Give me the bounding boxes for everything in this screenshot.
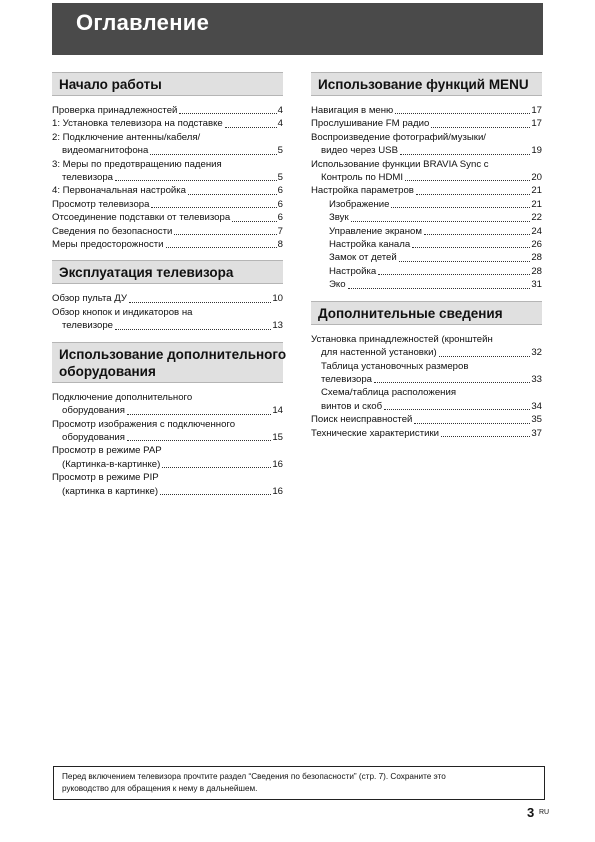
toc-entry-row: [311, 225, 542, 238]
toc-entry-line: [52, 471, 283, 484]
dot-leader: [127, 440, 271, 441]
dot-leader: [405, 180, 530, 181]
toc-entry-title: Замок от детей: [329, 252, 397, 264]
toc-entry-title: Управление экраном: [329, 225, 422, 237]
toc-entry-title: Сведения по безопасности: [52, 225, 173, 237]
toc-entry-title: 2: Подключение антенны/кабеля/: [52, 131, 201, 143]
toc-page-number: 5: [277, 172, 283, 184]
section-heading: [52, 342, 287, 383]
toc-entry[interactable]: [52, 471, 283, 498]
left-column: [52, 72, 287, 507]
toc-entry[interactable]: [311, 278, 542, 291]
toc-entry-row: [52, 211, 283, 224]
toc-entry-title: Установка принадлежностей (кронштейн: [311, 333, 493, 345]
toc-page-number: 28: [531, 265, 542, 277]
section-heading-line: Использование функций MENU: [318, 77, 529, 92]
toc-entry-title: Проверка принадлежностей: [52, 105, 178, 116]
toc-entry[interactable]: [311, 251, 542, 264]
toc-entry-title: Обзор пульта ДУ: [52, 293, 127, 305]
toc-entry-line: [52, 418, 283, 431]
toc-page-number: 32: [531, 347, 542, 359]
toc-entry-row: [52, 198, 283, 211]
toc-page-number: 35: [531, 414, 542, 426]
toc-entry[interactable]: [52, 158, 283, 185]
dot-leader: [166, 247, 277, 248]
toc-entry-title: телевизоре: [62, 320, 113, 332]
toc-page-number: 14: [272, 405, 283, 417]
toc-page-number: 20: [531, 172, 542, 184]
toc-page-number: 19: [531, 145, 542, 157]
dot-leader: [188, 194, 277, 195]
toc-page-number: 33: [531, 373, 542, 385]
toc-entry[interactable]: [311, 333, 542, 360]
dot-leader: [179, 113, 276, 114]
toc-section: [52, 72, 283, 251]
toc-entry-row: [52, 431, 283, 444]
toc-entries: [311, 104, 542, 292]
dot-leader: [431, 127, 530, 128]
toc-entry-line: [52, 391, 283, 404]
section-heading-line: Эксплуатация телевизора: [59, 265, 234, 281]
toc-section: [52, 342, 287, 498]
toc-entry-line: [52, 131, 283, 144]
section-heading: [52, 260, 283, 284]
toc-entry-row: [311, 211, 542, 224]
toc-entry-title: (картинка в картинке): [62, 485, 159, 497]
toc-entry-title: Навигация в меню: [311, 105, 394, 116]
toc-entry-line: [311, 131, 542, 144]
toc-page-number: 31: [531, 279, 542, 291]
toc-entry-row: [52, 292, 283, 305]
page-language-code: RU: [539, 809, 550, 816]
toc-entry-line: [311, 333, 542, 346]
toc-entry[interactable]: [311, 117, 542, 130]
toc-entry-row: [311, 413, 542, 426]
toc-entry-line: [311, 386, 542, 399]
toc-entry-row: [311, 238, 542, 251]
toc-entry-row: [52, 404, 283, 417]
toc-entry-row: [52, 117, 283, 130]
toc-entry-title: для настенной установки): [321, 347, 437, 359]
toc-entry-title: Просмотр изображения с подключенного: [52, 418, 236, 430]
toc-section: [52, 260, 283, 332]
toc-entry-title: Меры предосторожности: [52, 239, 164, 251]
toc-entry[interactable]: [311, 238, 542, 251]
toc-page-number: 17: [531, 105, 542, 116]
toc-entry-title: Поиск неисправностей: [311, 414, 413, 426]
toc-page-number: 8: [277, 239, 283, 251]
toc-entry-row: [52, 485, 283, 498]
toc-entries: [52, 292, 283, 332]
toc-page-number: 7: [277, 225, 283, 237]
dot-leader: [441, 436, 530, 437]
toc-entries: [52, 104, 283, 251]
toc-entries: [311, 333, 542, 440]
dot-leader: [160, 494, 271, 495]
toc-page-number: 28: [531, 252, 542, 264]
toc-entry[interactable]: [311, 225, 542, 238]
dot-leader: [127, 414, 271, 415]
toc-entry[interactable]: [52, 184, 283, 197]
toc-entry[interactable]: [311, 198, 542, 211]
dot-leader: [439, 356, 531, 357]
dot-leader: [129, 302, 271, 303]
toc-entry-row: [311, 373, 542, 386]
toc-entry-title: 4: Первоначальная настройка: [52, 185, 187, 197]
toc-entry[interactable]: [311, 427, 542, 440]
toc-entry[interactable]: [311, 413, 542, 426]
toc-entry-row: [311, 278, 542, 291]
toc-page-number: 21: [531, 185, 542, 197]
dot-leader: [414, 423, 530, 424]
toc-entry[interactable]: [311, 131, 542, 158]
toc-entry-line: [52, 306, 283, 319]
toc-entry[interactable]: [52, 444, 283, 471]
toc-entry[interactable]: [311, 265, 542, 278]
section-heading: [52, 72, 283, 96]
toc-entry-row: [52, 319, 283, 332]
toc-entry-title: видео через USB: [321, 145, 398, 157]
dot-leader: [115, 180, 277, 181]
toc-entry-row: [311, 400, 542, 413]
toc-entry[interactable]: [311, 211, 542, 224]
dot-leader: [378, 274, 530, 275]
toc-page-number: 16: [272, 458, 283, 470]
notice-line: руководство для обращения к нему в дальнейшем.: [62, 784, 258, 793]
toc-page-number: 13: [272, 320, 283, 332]
page-title: Оглавление: [76, 10, 210, 35]
dot-leader: [416, 194, 530, 195]
toc-entry-row: [311, 346, 542, 359]
toc-entry-title: (Картинка-в-картинке): [62, 458, 161, 470]
section-heading-line: Начало работы: [59, 77, 162, 92]
toc-entry-row: [311, 171, 542, 184]
toc-entry-title: Схема/таблица расположения: [321, 387, 457, 399]
toc-entry-title: Воспроизведение фотографий/музыки/: [311, 131, 486, 143]
toc-entry-title: Подключение дополнительного: [52, 391, 193, 403]
toc-entry-title: Отсоединение подставки от телевизора: [52, 212, 231, 224]
toc-entry[interactable]: [52, 117, 283, 130]
toc-entry[interactable]: [52, 418, 283, 445]
toc-entry-title: Настройка канала: [329, 239, 411, 251]
section-heading: [311, 72, 542, 96]
toc-entry-row: [52, 184, 283, 197]
toc-entry[interactable]: [52, 198, 283, 211]
title-bar: [52, 3, 543, 55]
toc-entry-row: [52, 238, 283, 251]
toc-entries: [52, 391, 283, 498]
toc-entry-title: телевизора: [321, 373, 372, 385]
section-heading-line: Дополнительные сведения: [318, 305, 503, 321]
toc-page-number: 16: [272, 485, 283, 497]
dot-leader: [424, 234, 530, 235]
dot-leader: [348, 288, 531, 289]
toc-page-number: 24: [531, 225, 542, 237]
toc-entry-title: Обзор кнопок и индикаторов на: [52, 306, 193, 318]
toc-entry-title: Эко: [329, 279, 346, 291]
toc-section: [311, 301, 542, 440]
toc-entry-row: [52, 171, 283, 184]
toc-entry-title: Технические характеристики: [311, 427, 440, 439]
toc-page-number: 17: [531, 118, 542, 130]
toc-entry-title: оборудования: [62, 405, 125, 417]
dot-leader: [391, 207, 530, 208]
toc-entry[interactable]: [52, 104, 283, 117]
dot-leader: [384, 409, 530, 410]
toc-entry-title: Просмотр в режиме PAP: [52, 445, 162, 457]
toc-entry-title: винтов и скоб: [321, 400, 383, 412]
toc-entry-row: [52, 104, 283, 117]
toc-page-number: 4: [277, 105, 283, 116]
toc-page-number: 6: [277, 198, 283, 210]
toc-entry[interactable]: [52, 391, 283, 418]
dot-leader: [399, 261, 531, 262]
toc-entry[interactable]: [52, 306, 283, 333]
toc-entry-title: Просмотр в режиме PIP: [52, 472, 159, 484]
dot-leader: [351, 221, 531, 222]
toc-entry[interactable]: [311, 184, 542, 197]
page-number: 3: [527, 805, 535, 820]
toc-entry-title: Настройка: [329, 265, 377, 277]
toc-section: [311, 72, 542, 292]
dot-leader: [232, 221, 276, 222]
toc-entry-title: Прослушивание FM радио: [311, 118, 430, 130]
section-heading-line: Использование дополнительного: [59, 346, 287, 362]
toc-page-number: 34: [531, 400, 542, 412]
toc-page-number: 5: [277, 145, 283, 157]
toc-page-number: 15: [272, 431, 283, 443]
toc-entry[interactable]: [52, 238, 283, 251]
dot-leader: [225, 127, 277, 128]
dot-leader: [412, 247, 530, 248]
dot-leader: [151, 207, 276, 208]
toc-entry-title: 3: Меры по предотвращению падения: [52, 158, 222, 170]
toc-entry-line: [311, 360, 542, 373]
right-column: [311, 72, 542, 449]
toc-entry-title: Звук: [329, 212, 349, 224]
toc-entry-title: Изображение: [329, 198, 390, 210]
toc-entry[interactable]: [311, 360, 542, 387]
toc-entry-title: Таблица установочных размеров: [321, 360, 469, 372]
toc-entry-row: [52, 225, 283, 238]
toc-page-number: 4: [277, 118, 283, 130]
toc-entry[interactable]: [52, 211, 283, 224]
toc-entry-title: 1: Установка телевизора на подставке: [52, 118, 223, 130]
section-heading: [311, 301, 542, 325]
toc-entry[interactable]: [52, 131, 283, 158]
toc-entry[interactable]: [52, 292, 283, 305]
safety-notice: [53, 766, 545, 800]
toc-page-number: 26: [531, 239, 542, 251]
toc-entry-title: оборудования: [62, 431, 125, 443]
toc-entry-title: Использование функции BRAVIA Sync с: [311, 158, 489, 170]
toc-entry-row: [311, 427, 542, 440]
toc-page-number: 10: [272, 293, 283, 305]
toc-entry-title: телевизора: [62, 172, 113, 184]
dot-leader: [395, 113, 530, 114]
toc-entry-row: [311, 117, 542, 130]
toc-entry-row: [311, 184, 542, 197]
toc-entry-title: видеомагнитофона: [62, 145, 149, 157]
dot-leader: [115, 329, 271, 330]
toc-entry-title: Просмотр телевизора: [52, 198, 150, 210]
dot-leader: [400, 154, 530, 155]
toc-page-number: 6: [277, 185, 283, 197]
toc-entry-row: [311, 104, 542, 117]
toc-page-number: 37: [531, 427, 542, 439]
toc-entry-line: [52, 158, 283, 171]
toc-page-number: 6: [277, 212, 283, 224]
toc-entry-row: [311, 144, 542, 157]
dot-leader: [150, 154, 276, 155]
toc-entry-line: [52, 444, 283, 457]
toc-entry-row: [311, 198, 542, 211]
notice-line: Перед включением телевизора прочтите раздел “Сведения по безопасности” (стр. 7). Сохраните это: [62, 772, 446, 781]
toc-entry-row: [311, 251, 542, 264]
toc-entry[interactable]: [311, 104, 542, 117]
toc-entry[interactable]: [311, 158, 542, 185]
toc-entry-row: [52, 144, 283, 157]
toc-entry-title: Контроль по HDMI: [321, 172, 404, 184]
toc-entry-line: [311, 158, 542, 171]
dot-leader: [374, 382, 530, 383]
toc-entry[interactable]: [311, 386, 542, 413]
toc-entry[interactable]: [52, 225, 283, 238]
dot-leader: [174, 234, 276, 235]
toc-page-number: 22: [531, 212, 542, 224]
toc-page-number: 21: [531, 198, 542, 210]
toc-entry-row: [52, 458, 283, 471]
toc-entry-title: Настройка параметров: [311, 185, 414, 197]
section-heading-line: оборудования: [59, 363, 156, 379]
dot-leader: [162, 467, 271, 468]
toc-entry-row: [311, 265, 542, 278]
